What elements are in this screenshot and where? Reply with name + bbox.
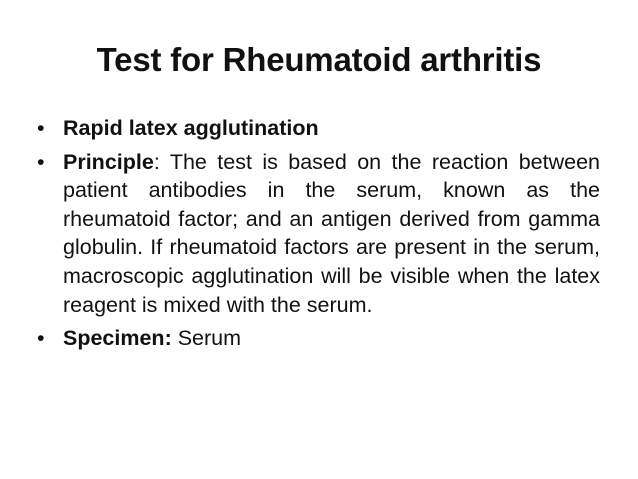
bullet-dot-icon: • [37,116,45,140]
principle-text: The test is based on the reaction between patient antibodies in the serum, known as the rheumatoid factor; and an antigen derived from gamma globulin. If rheumatoid factors are present in the serum, macroscopic agglutination will be visible when the latex reagent is mixed with the serum. [63,149,601,317]
bullet-item-specimen [37,324,600,353]
principle-separator: : [153,149,170,174]
method-label: Rapid latex agglutination [63,116,319,140]
bullet-list [37,114,600,358]
bullet-item-principle [37,148,600,320]
specimen-text: Serum [177,326,242,351]
principle-label: Principle [63,149,154,174]
specimen-label: Specimen: [63,326,172,351]
slide-title: Test for Rheumatoid arthritis [96,41,542,78]
bullet-dot-icon: • [37,326,45,351]
bullet-dot-icon: • [37,149,45,174]
bullet-item-method [37,114,600,143]
